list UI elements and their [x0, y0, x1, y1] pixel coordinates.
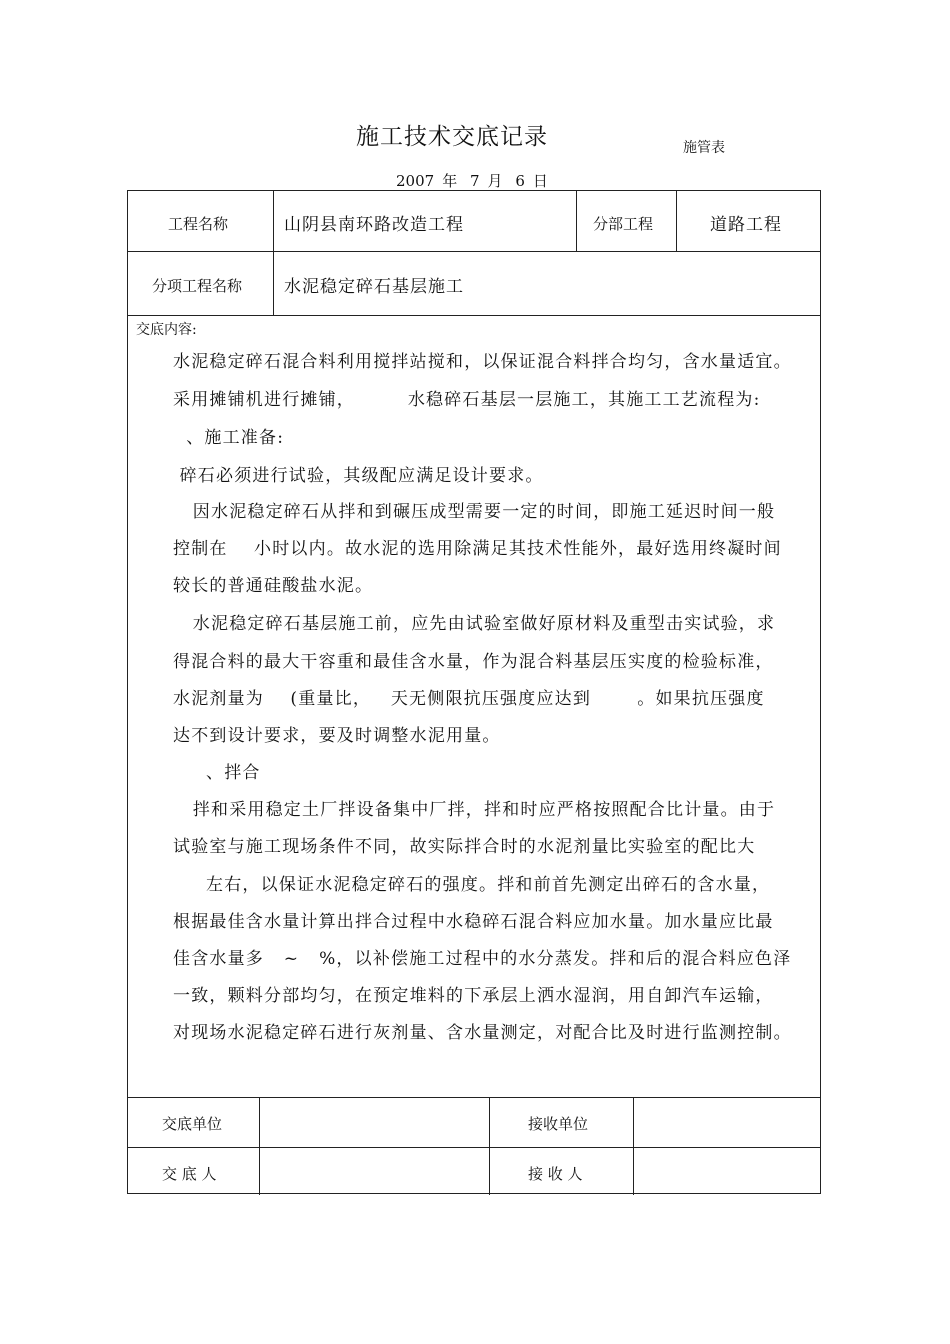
date-year: 2007: [396, 172, 435, 190]
date-month-unit: 月: [487, 172, 503, 190]
content-line: 达不到设计要求，要及时调整水泥用量。: [173, 726, 501, 746]
content-line: 试验室与施工现场条件不同，故实际拌合时的水泥剂量比实验室的配比大: [173, 837, 756, 857]
content-line: 佳含水量多 ~ %，以补偿施工过程中的水分蒸发。拌和后的混合料应色泽: [173, 949, 792, 969]
column-divider: [676, 191, 677, 251]
column-divider: [273, 191, 274, 315]
receiver-unit-label: 接收单位: [528, 1115, 589, 1133]
content-line: 因水泥稳定碎石从拌和到碾压成型需要一定的时间，即施工延迟时间一般: [173, 502, 776, 522]
project-name-value: 山阴县南环路改造工程: [284, 215, 464, 235]
content-line: 一致，颗料分部均匀，在预定堆料的下承层上洒水湿润，用自卸汽车运输，: [173, 986, 774, 1006]
row-divider: [128, 1147, 820, 1148]
row-divider: [128, 315, 820, 316]
content-line: 左右，以保证水泥稳定碎石的强度。拌和前首先测定出碎石的含水量，: [173, 875, 771, 895]
content-label: 交底内容:: [136, 322, 197, 338]
content-line: 得混合料的最大干容重和最佳含水量，作为混合料基层压实度的检验标准，: [173, 652, 774, 672]
content-line: 控制在 小时以内。故水泥的选用除满足其技术性能外，最好选用终凝时间: [173, 539, 782, 559]
subitem-value: 水泥稳定碎石基层施工: [284, 277, 464, 297]
receiver-person-label: 接 收 人: [528, 1165, 583, 1183]
content-line: 碎石必须进行试验，其级配应满足设计要求。: [173, 466, 544, 486]
column-divider: [259, 1097, 260, 1195]
handover-person-label: 交 底 人: [162, 1165, 217, 1183]
content-line: 拌和采用稳定土厂拌设备集中厂拌，拌和时应严格按照配合比计量。由于: [173, 800, 776, 820]
document-date: [396, 170, 556, 191]
content-line: 根据最佳含水量计算出拌合过程中水稳碎石混合料应加水量。加水量应比最: [173, 912, 774, 932]
project-name-label: 工程名称: [168, 215, 229, 233]
form-code: 施管表: [683, 140, 725, 156]
row-divider: [128, 251, 820, 252]
date-day: 6: [515, 172, 525, 190]
content-line: 水泥稳定碎石基层施工前，应先由试验室做好原材料及重型击实试验，求: [173, 614, 776, 634]
content-line: 对现场水泥稳定碎石进行灰剂量、含水量测定，对配合比及时进行监测控制。: [173, 1023, 792, 1043]
document-title: 施工技术交底记录: [356, 124, 548, 150]
column-divider: [633, 1097, 634, 1195]
date-day-unit: 日: [532, 172, 548, 190]
handover-unit-label: 交底单位: [162, 1115, 223, 1133]
content-line: 采用摊铺机进行摊铺， 水稳碎石基层一层施工，其施工工艺流程为:: [173, 390, 761, 410]
content-line: 、施工准备:: [173, 428, 285, 448]
subitem-label: 分项工程名称: [152, 277, 243, 295]
handover-form: [127, 190, 821, 1194]
content-line: 水泥稳定碎石混合料利用搅拌站搅和，以保证混合料拌合均匀，含水量适宜。: [173, 352, 792, 372]
division-value: 道路工程: [710, 215, 782, 235]
division-label: 分部工程: [593, 215, 654, 233]
row-divider: [128, 1097, 820, 1098]
date-month: 7: [469, 172, 480, 190]
content-line: 较长的普通硅酸盐水泥。: [173, 576, 374, 596]
content-line: 水泥剂量为 (重量比， 天无侧限抗压强度应达到 。如果抗压强度: [173, 689, 765, 709]
content-line: 、拌合: [173, 763, 261, 783]
column-divider: [576, 191, 577, 251]
column-divider: [489, 1097, 490, 1195]
date-year-unit: 年: [442, 172, 458, 190]
